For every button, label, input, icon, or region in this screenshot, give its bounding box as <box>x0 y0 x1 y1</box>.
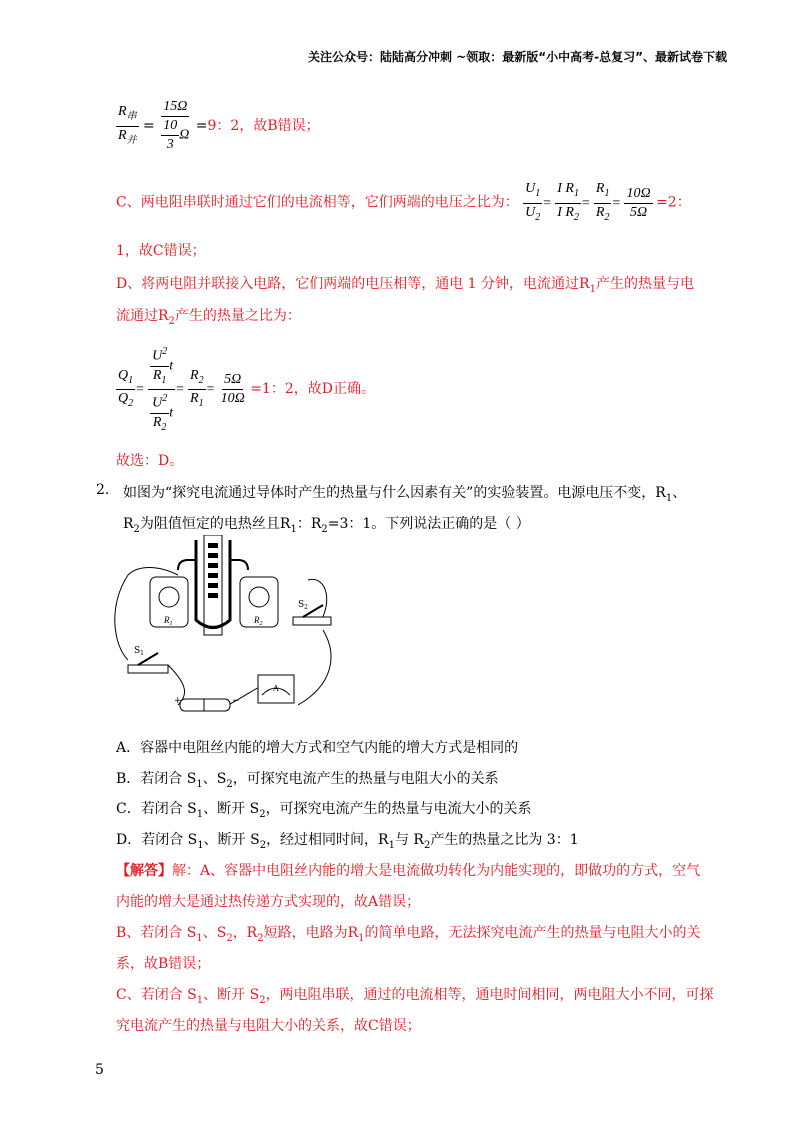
page-header: 关注公众号：陆陆高分冲刺 ~领取：最新版“小中高考-总复习”、最新试卷下载 <box>308 50 727 64</box>
formula-resistance-ratio: $\frac{R_串}{R_并}$ = 15Ω $\frac{10}{3}$ Ω =9：2，故B错误； <box>118 99 320 152</box>
previous-answer: 故选：D。 <box>116 453 184 469</box>
explain-line1: 【解答】解：A、容器中电阻丝内能的增大是电流做功转化为内能实现的，即做功的方式，空气 <box>116 863 701 879</box>
battery <box>180 699 230 711</box>
explain-line6: 究电流产生的热量与电阻大小的关系，故C错误； <box>116 1018 421 1034</box>
explain-line4: 系，故B错误； <box>116 956 211 972</box>
explain-line3: B、若闭合 $S_1$、$S_2$，$R_2$短路，电路为$R_1$的简单电路，无法探究电流产生的热量与电阻大小的关 <box>116 925 701 944</box>
switch-s1-base <box>128 665 168 673</box>
explain-line2: 内能的增大是通过热传递方式实现的，故A错误； <box>116 894 421 910</box>
label-r2: $R_2$ <box>254 615 263 627</box>
battery-minus: − <box>232 696 240 706</box>
bulb-r2 <box>249 587 269 607</box>
question-stem-line1: 如图为“探究电流通过导体时产生的热量与什么因素有关”的实验装置。电源电压不变，$R_1$、 <box>123 485 687 504</box>
label-s2: $S_2$ <box>298 600 308 611</box>
option-d: D．若闭合 $S_1$、断开 $S_2$，经过相同时间，$R_1$与 $R_2$产生的热量之比为 3：1 <box>116 832 579 851</box>
wire-right-down <box>298 630 331 705</box>
wire-left <box>115 575 128 660</box>
explain-d-line2: 流通过$R_2$产生的热量之比为： <box>116 308 301 327</box>
explain-c-end: 1，故C错误； <box>116 243 206 259</box>
label-r1: $R_1$ <box>164 615 173 627</box>
bulb-r1 <box>159 587 179 607</box>
label-s1: $S_1$ <box>134 646 144 657</box>
option-b: B．若闭合 $S_1$、$S_2$，可探究电流产生的热量与电阻大小的关系 <box>116 771 499 790</box>
circuit-diagram <box>108 535 338 717</box>
wire-top-left <box>128 568 178 576</box>
explain-c-line: C、两电阻串联时通过它们的电流相等，它们两端的电压之比为： $\frac{U_1}{U_2}$ = $\frac{I R_1}{I R_2}$ = $\frac{R_1}{R_2}$ = $\frac{10\Omega}{5\Omega}$ =2： <box>116 181 691 223</box>
battery-plus: + <box>174 696 182 706</box>
page-number: 5 <box>95 1062 104 1078</box>
formula-heat-ratio: $\frac{Q_1}{Q_2}$ = $\frac{U^2}{R_1}$ t $\frac{U^2}{R_2}$ t = $\frac{R_2}{R_1}$ = $\frac{5\Omega}{10\Omega}$ =1：2，故D正确。 <box>116 343 375 437</box>
explain-line5: C、若闭合 $S_1$、断开 $S_2$，两电阻串联，通过的电流相等，通电时间相同，两电阻大小不同，可探 <box>116 987 714 1006</box>
question-stem-line2: $R_2$为阻值恒定的电热丝且$R_1$：$R_2=3$：1。下列说法正确的是（ ） <box>123 516 530 535</box>
ammeter-label: A <box>273 684 279 693</box>
option-c: C．若闭合 $S_1$、断开 $S_2$，可探究电流产生的热量与电流大小的关系 <box>116 801 532 820</box>
option-a: A．容器中电阻丝内能的增大方式和空气内能的增大方式是相同的 <box>116 740 519 756</box>
question-number: 2. <box>96 482 110 498</box>
explain-d-line1: D、将两电阻并联接入电路，它们两端的电压相等，通电 1 分钟，电流通过$R_1$产生的热量与电 <box>116 276 694 295</box>
switch-s2-base <box>293 617 331 625</box>
